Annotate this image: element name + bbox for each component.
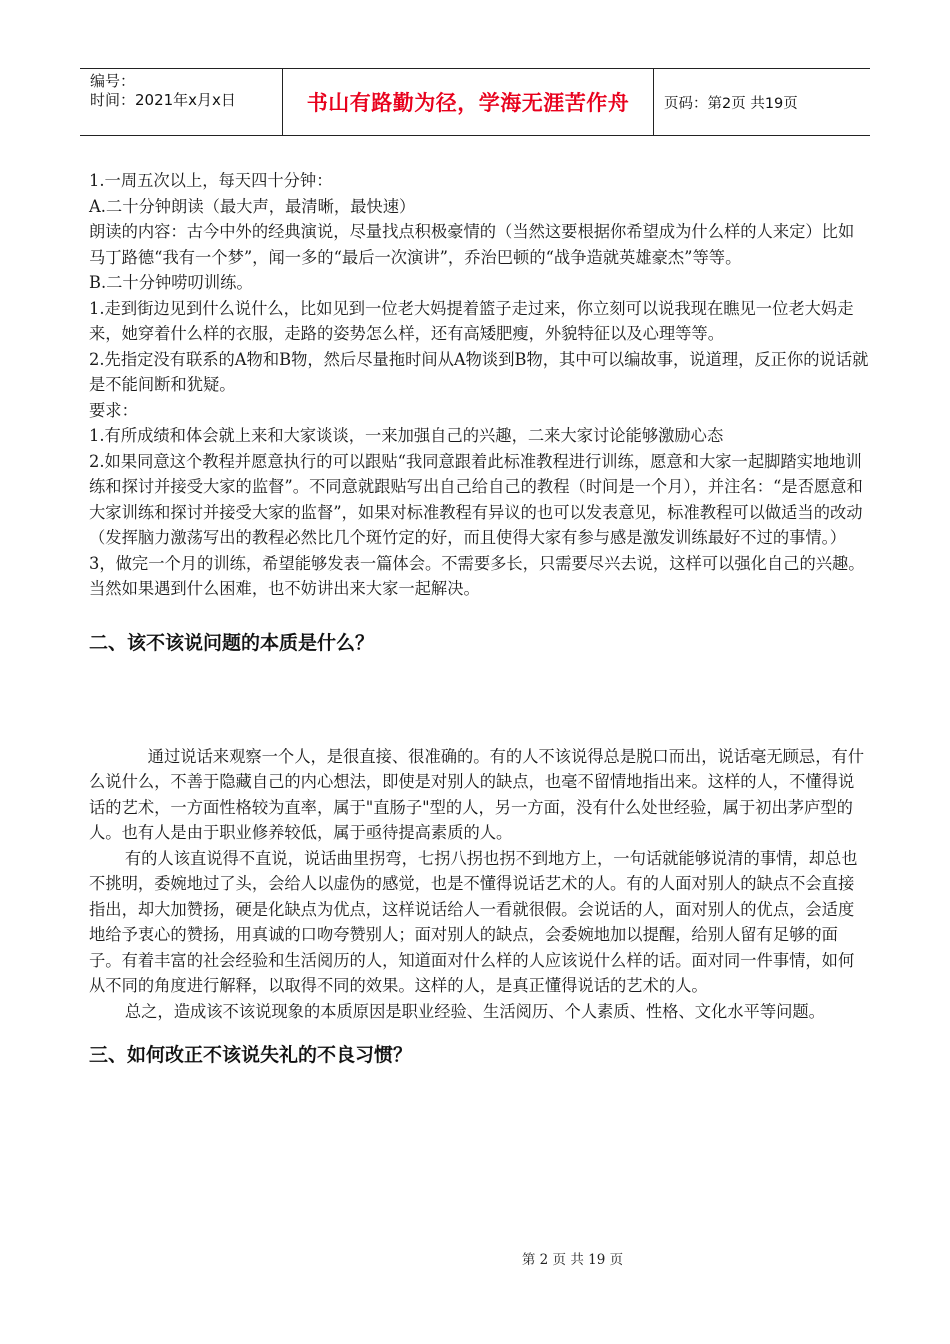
- header-motto: 书山有路勤为径，学海无涯苦作舟: [282, 69, 654, 135]
- page-header: [80, 68, 870, 136]
- section-heading-3: 三、如何改正不该说失礼的不良习惯？: [89, 1044, 413, 1066]
- paragraph: 2.如果同意这个教程并愿意执行的可以跟贴“我同意跟着此标准教程进行训练，愿意和大家一起脚踏实地地训练和探讨并接受大家的监督”。不同意就跟贴写出自己给自己的教程（时间是一个月），并注名：“是否愿意和大家训练和探讨并接受大家的监督”，如果对标准教程有异议的也可以发表意见，标准教程可以做适当的改动（发挥脑力激荡写出的教程必然比几个斑竹定的好，而且使得大家有参与感是激发训练最好不过的事情。）: [89, 451, 863, 547]
- header-meta: [80, 69, 282, 135]
- paragraph: 1.有所成绩和体会就上来和大家谈谈，一来加强自己的兴趣，二来大家讨论能够激励心态: [89, 426, 724, 445]
- document-number-label: 编号：: [90, 72, 136, 90]
- paragraph: A.二十分钟朗读（最大声，最清晰，最快速）: [89, 196, 416, 216]
- paragraph: 要求：: [89, 400, 138, 420]
- document-time-label: 时间：2021年x月x日: [90, 91, 236, 109]
- paragraph: 3，做完一个月的训练，希望能够发表一篇体会。不需要多长，只需要尽兴去说，这样可以强化自己的兴趣。当然如果遇到什么困难，也不妨讲出来大家一起解决。: [89, 553, 865, 598]
- paragraph: 朗读的内容：古今中外的经典演说，尽量找点积极豪情的（当然这要根据你希望成为什么样的人来定）比如马丁路德“我有一个梦”，闻一多的“最后一次演讲”，乔治巴顿的“战争造就英雄豪杰”等等。: [89, 222, 855, 267]
- paragraph: 总之，造成该不该说现象的本质原因是职业经验、生活阅历、个人素质、性格、文化水平等问题。: [124, 1001, 825, 1021]
- header-page-info: 页码：第2页 共19页: [664, 95, 798, 112]
- paragraph: 1.一周五次以上，每天四十分钟：: [89, 171, 333, 190]
- paragraph: 有的人该直说得不直说，说话曲里拐弯，七拐八拐也拐不到地方上，一句话就能够说清的事情，却总也不挑明，委婉地过了头，会给人以虚伪的感觉，也是不懂得说话艺术的人。有的人面对别人的缺点不会直接指出，却大加赞扬，硬是化缺点为优点，这样说话给人一看就很假。会说话的人，面对别人的优点，会适度地给予衷心的赞扬，用真诚的口吻夸赞别人；面对别人的缺点，会委婉地加以提醒，给别人留有足够的面子。有着丰富的社会经验和生活阅历的人，知道面对什么样的人应该说什么样的话。面对同一件事情，如何从不同的角度进行解释，以取得不同的效果。这样的人，是真正懂得说话的艺术的人。: [89, 848, 858, 995]
- paragraph: 2.先指定没有联系的A物和B物，然后尽量拖时间从A物谈到B物，其中可以编故事，说道理，反正你的说话就是不能间断和犹疑。: [89, 349, 869, 394]
- paragraph: B.二十分钟唠叨训练。: [89, 273, 253, 292]
- paragraph: 通过说话来观察一个人，是很直接、很准确的。有的人不该说得总是脱口而出，说话毫无顾忌，有什么说什么，不善于隐藏自己的内心想法，即使是对别人的缺点，也毫不留情地指出来。这样的人，不懂得说话的艺术，一方面性格较为直率，属于"直肠子"型的人，另一方面，没有什么处世经验，属于初出茅庐型的人。也有人是由于职业修养较低，属于亟待提高素质的人。: [89, 746, 865, 842]
- section-heading-2: 二、该不该说问题的本质是什么？: [89, 631, 375, 654]
- document-body: [89, 168, 869, 1068]
- paragraph: 1.走到街边见到什么说什么，比如见到一位老大妈提着篮子走过来，你立刻可以说我现在瞧见一位老大妈走来，她穿着什么样的衣服，走路的姿势怎么样，还有高矮肥瘦，外貌特征以及心理等等。: [89, 298, 854, 343]
- page-footer: 第 2 页 共 19 页: [521, 1252, 624, 1268]
